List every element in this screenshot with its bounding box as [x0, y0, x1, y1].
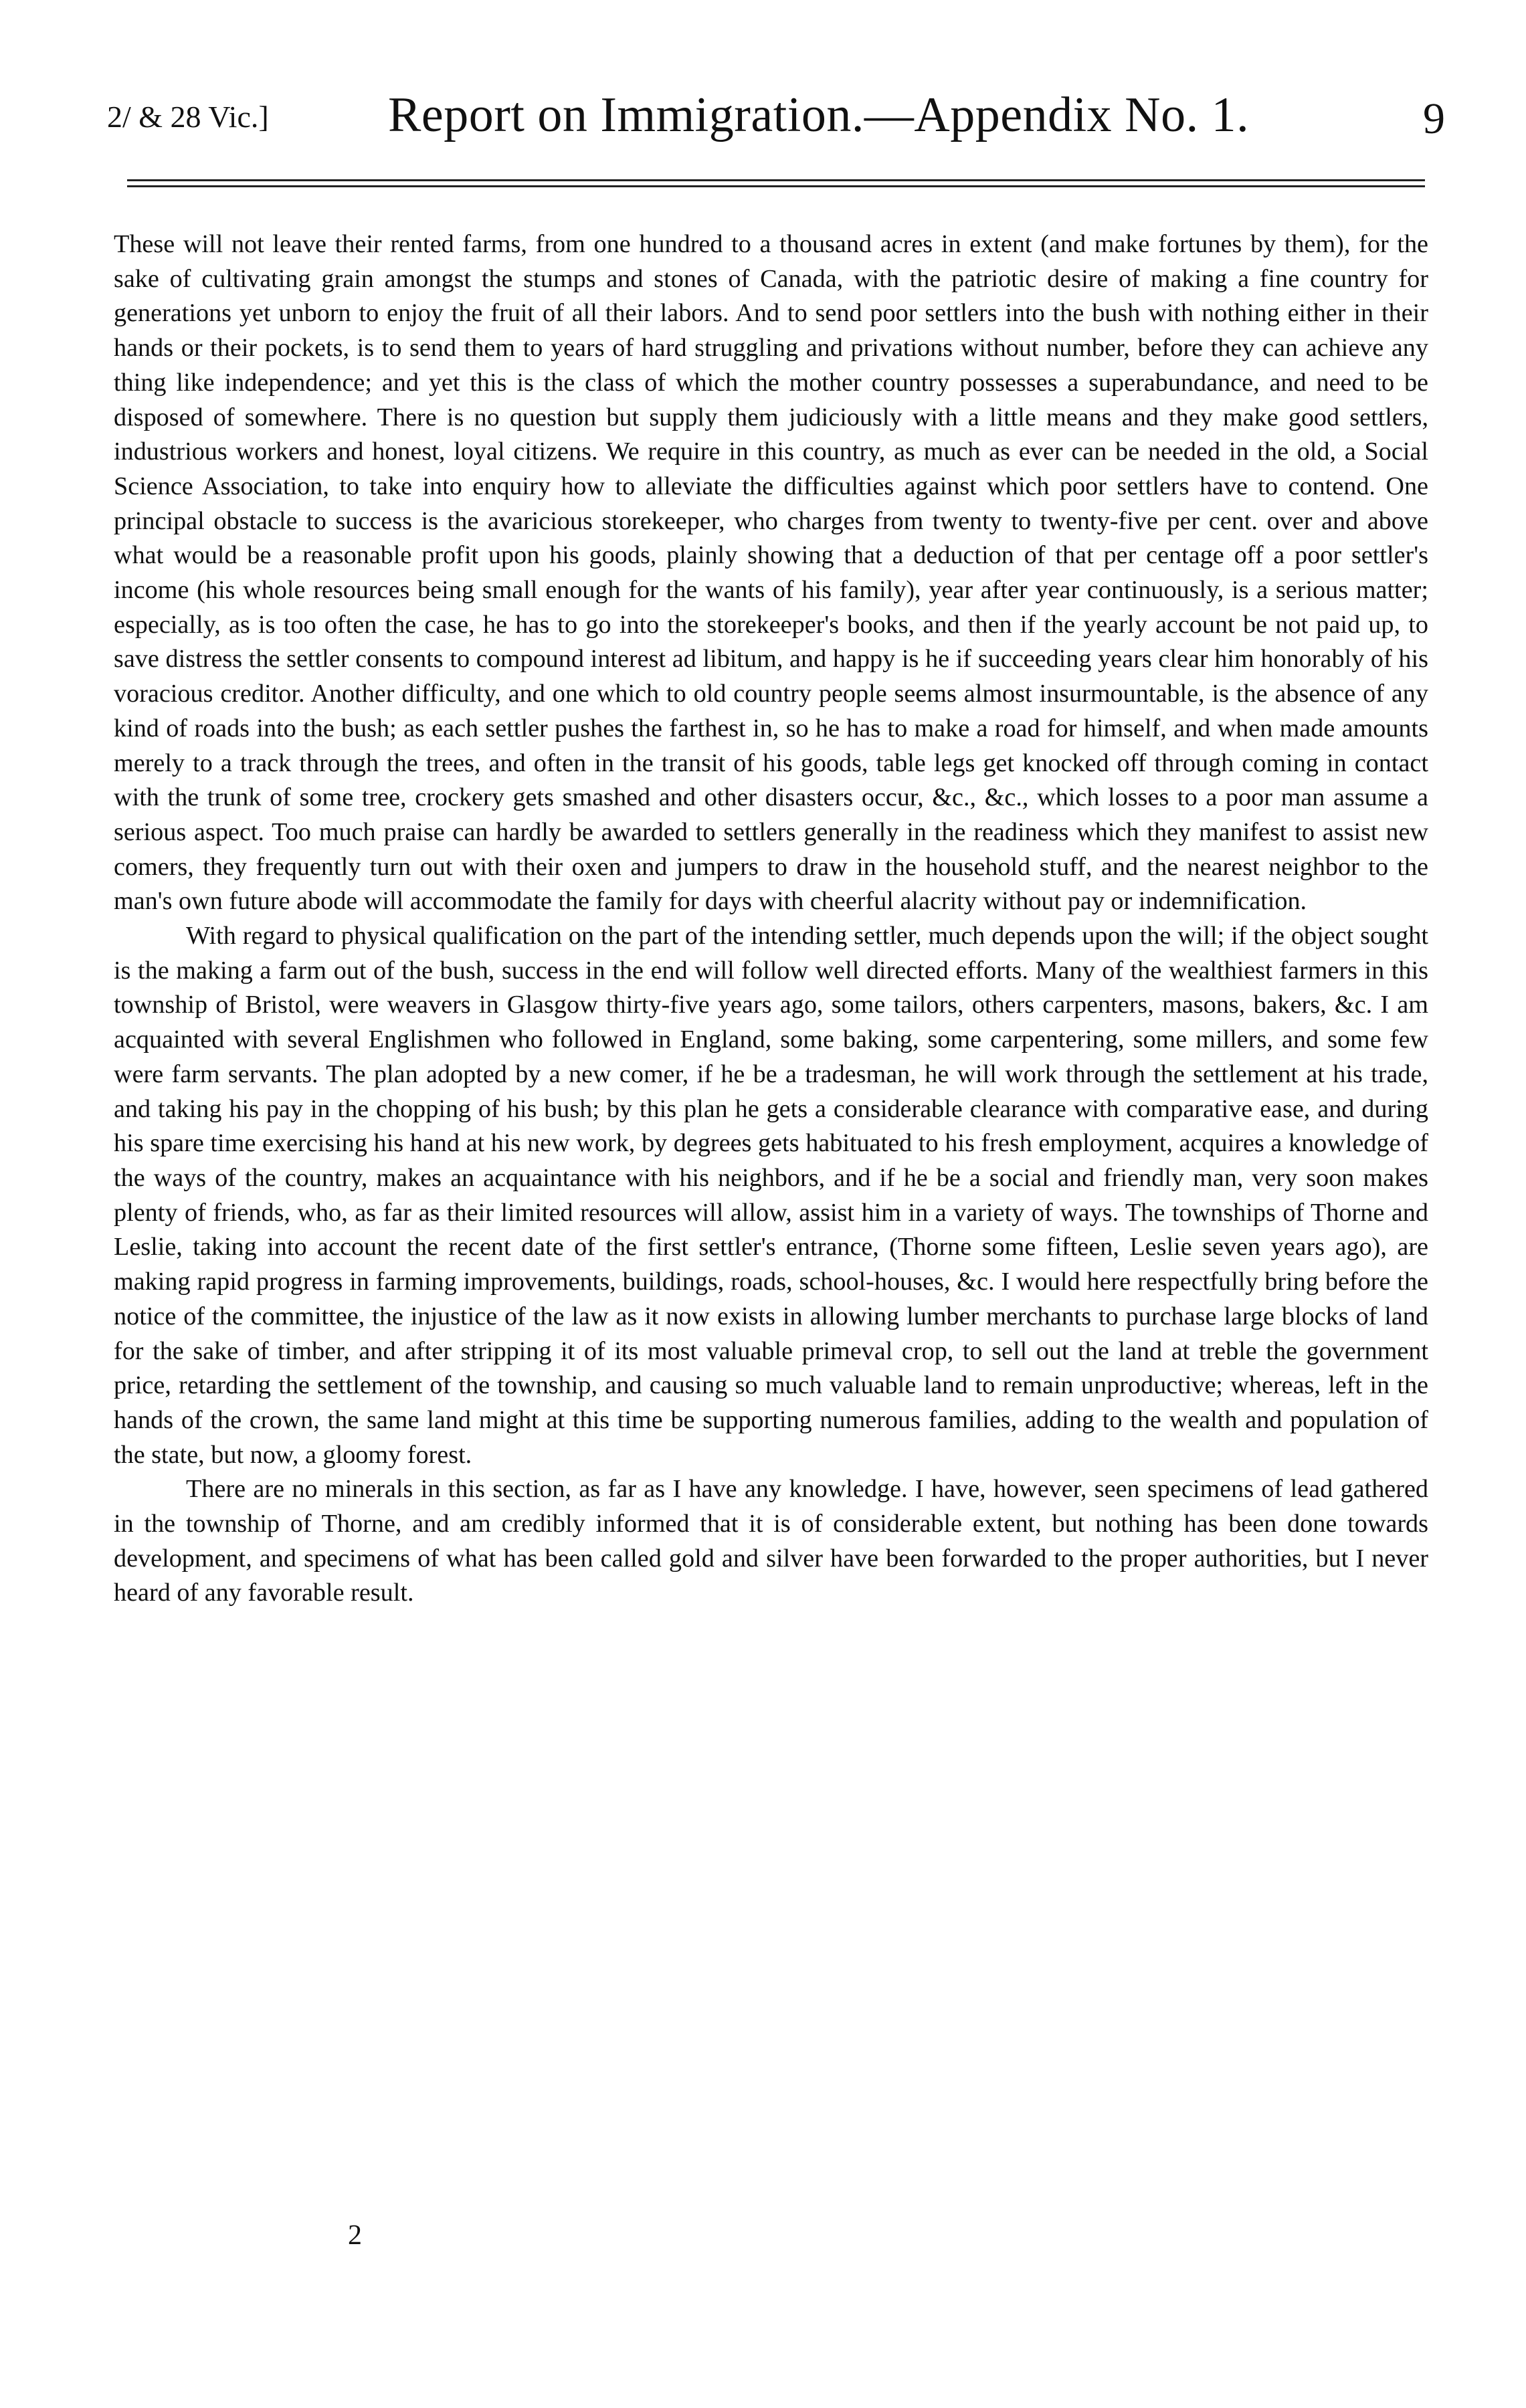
signature-mark: 2	[348, 2220, 362, 2251]
body-text	[114, 227, 1428, 1611]
page-title: Report on Immigration.—Appendix No. 1.	[388, 88, 1250, 142]
paragraph-2: With regard to physical qualification on the part of the intending settler, much depends upon the will; if the object sought is the making a farm out of the bush, success in the end will follow well directed efforts. Many of the wealthiest farmers in this township of Bristol, were weavers in Glasgow thirty-five years ago, some tailors, others carpenters, masons, bakers, &c. I am acquainted with several Englishmen who followed in England, some baking, some carpentering, some millers, and some few were farm servants. The plan adopted by a new comer, if he be a tradesman, he will work through the settlement at his trade, and taking his pay in the chopping of his bush; by this plan he gets a considerable clearance with comparative ease, and during his spare time exercising his hand at his new work, by degrees gets habituated to his fresh employment, acquires a knowledge of the ways of the country, makes an acquaintance with his neighbors, and if he be a social and friendly man, very soon makes plenty of friends, who, as far as their limited resources will allow, assist him in a variety of ways. The townships of Thorne and Leslie, taking into account the recent date of the first settler's entrance, (Thorne some fifteen, Leslie seven years ago), are making rapid progress in farming improvements, buildings, roads, school-houses, &c. I would here respectfully bring before the notice of the committee, the injustice of the law as it now exists in allowing lumber merchants to purchase large blocks of land for the sake of timber, and after stripping it of its most valuable primeval crop, to sell out the land at treble the government price, retarding the settlement of the township, and causing so much valuable land to remain unproductive; whereas, left in the hands of the crown, the same land might at this time be supporting numerous families, adding to the wealth and population of the state, but now, a gloomy forest.	[114, 922, 1428, 1469]
paragraph-3: There are no minerals in this section, as far as I have any knowledge. I have, however, seen specimens of lead gathered in the township of Thorne, and am credibly informed that it is of considerable extent, but nothing has been done towards development, and specimens of what has been called gold and silver have been forwarded to the proper authorities, but I never heard of any favorable result.	[114, 1475, 1428, 1607]
page-header	[107, 87, 1445, 161]
paragraph-1: These will not leave their rented farms, from one hundred to a thousand acres in extent (and make fortunes by them), for the sake of cultivating grain amongst the stumps and stones of Canada, with the patriotic desire of making a fine country for generations yet unborn to enjoy the fruit of all their labors. And to send poor settlers into the bush with nothing either in their hands or their pockets, is to send them to years of hard struggling and privations without number, before they can achieve any thing like independence; and yet this is the class of which the mother country possesses a superabundance, and need to be disposed of somewhere. There is no question but supply them judiciously with a little means and they make good settlers, industrious workers and honest, loyal citizens. We require in this country, as much as ever can be needed in the old, a Social Science Association, to take into enquiry how to alleviate the difficulties against which poor settlers have to contend. One principal obstacle to success is the avaricious storekeeper, who charges from twenty to twenty-five per cent. over and above what would be a reasonable profit upon his goods, plainly showing that a deduction of that per centage off a poor settler's income (his whole resources being small enough for the wants of his family), year after year continuously, is a serious matter; especially, as is too often the case, he has to go into the storekeeper's books, and then if the yearly account be not paid up, to save distress the settler consents to compound interest ad libitum, and happy is he if succeeding years clear him honorably of his voracious creditor. Another difficulty, and one which to old country people seems almost insurmountable, is the absence of any kind of roads into the bush; as each settler pushes the farthest in, so he has to make a road for himself, and when made amounts merely to a track through the trees, and often in the transit of his goods, table legs get knocked off through coming in contact with the trunk of some tree, crockery gets smashed and other disasters occur, &c., &c., which losses to a poor man assume a serious aspect. Too much praise can hardly be awarded to settlers generally in the readiness which they manifest to assist new comers, they frequently turn out with their oxen and jumpers to draw in the household stuff, and the nearest neighbor to the man's own future abode will accommodate the family for days with cheerful alacrity without pay or indemnification.	[114, 230, 1428, 916]
page-number: 9	[1423, 94, 1445, 143]
header-rule	[127, 179, 1425, 187]
session-reference: 2/ & 28 Vic.]	[107, 100, 269, 134]
